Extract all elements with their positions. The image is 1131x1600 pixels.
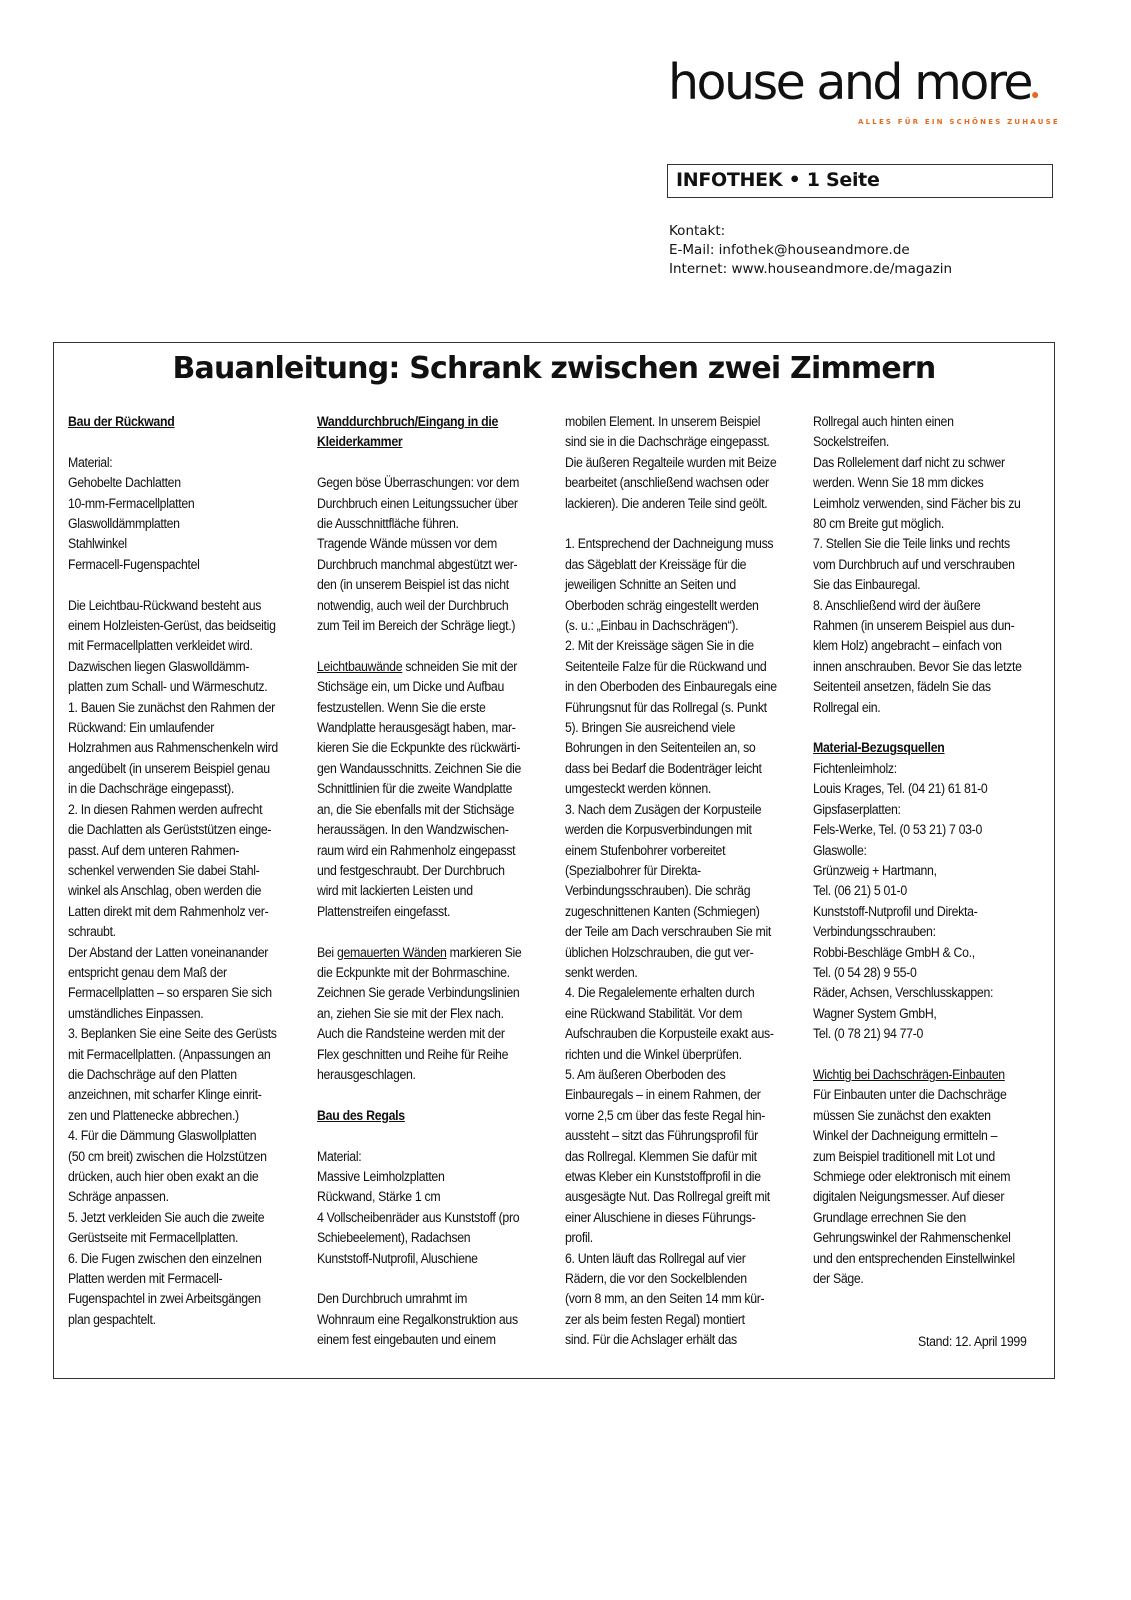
text-line: Einbauregals – in einem Rahmen, der [565, 1087, 761, 1103]
source-line: Grünzweig + Hartmann, [813, 862, 937, 878]
text-line: dass bei Bedarf die Bodenträger leicht [565, 760, 762, 776]
source-line: Wagner System GmbH, [813, 1005, 937, 1021]
material-item: Rückwand, Stärke 1 cm [317, 1189, 441, 1205]
text-line: Dazwischen liegen Glaswolldämm- [68, 658, 250, 674]
text-line [317, 943, 549, 963]
text-line: 8. Anschließend wird der äußere [813, 597, 981, 613]
text-line: (vorn 8 mm, an den Seiten 14 mm kür- [565, 1291, 765, 1307]
text-line: Rahmen (in unserem Beispiel aus dun- [813, 618, 1015, 634]
text-line: Platten werden mit Fermacell- [68, 1271, 223, 1287]
date-stamp: Stand: 12. April 1999 [918, 1334, 1027, 1349]
underlined-term: Leichtbauwände [317, 658, 403, 674]
text-line: einem Stufenbohrer vorbereitet [565, 842, 726, 858]
material-item-block [68, 473, 300, 575]
material-item-block [317, 1167, 549, 1269]
text-line: üblichen Holzschrauben, die gut ver- [565, 944, 754, 960]
text-line: das Rollregal. Klemmen Sie dafür mit [565, 1148, 757, 1164]
material-label: Material: [317, 1148, 362, 1164]
underlined-term: gemauerten Wänden [336, 944, 447, 960]
text-line: 1. Bauen Sie zunächst den Rahmen der [68, 699, 275, 715]
text-line: 5). Bringen Sie ausreichend viele [565, 720, 736, 736]
text-line: die Dachschräge auf den Platten [68, 1066, 237, 1082]
text-line: umständliches Einpassen. [68, 1005, 204, 1021]
text-line: 4. Die Regalelemente erhalten durch [565, 985, 755, 1001]
contact-email[interactable]: E-Mail: infothek@houseandmore.de [669, 242, 910, 258]
text-line: Sockelstreifen. [813, 434, 889, 450]
text-line: jeweiligen Schnitte an Seiten und [565, 577, 736, 593]
article-column-3 [565, 412, 797, 1351]
text-line-block [317, 1289, 549, 1350]
text-line: der Teile am Dach verschrauben Sie mit [565, 924, 771, 940]
heading-line: Kleiderkammer [317, 434, 403, 450]
text-line: Für Einbauten unter die Dachschräge [813, 1087, 1007, 1103]
text-line: mit Fermacellplatten. (Anpassungen an [68, 1046, 271, 1062]
text-line: (s. u.: „Einbau in Dachschrägen“). [565, 618, 739, 634]
material-item: Fermacell-Fugenspachtel [68, 556, 200, 572]
text-line: müssen Sie zunächst den exakten [813, 1107, 991, 1123]
text-line: die Ausschnittfläche führen. [317, 516, 459, 532]
text-line: an, ziehen Sie sie mit der Flex nach. [317, 1005, 504, 1021]
source-line: Fichtenleimholz: [813, 760, 897, 776]
text-line: Auch die Randsteine werden mit der [317, 1026, 505, 1042]
text-line-block [317, 963, 549, 1085]
text-line-block [317, 473, 549, 636]
text-line: Zeichnen Sie gerade Verbindungslinien [317, 985, 520, 1001]
text-line: anzeichnen, mit scharfer Klinge einrit- [68, 1087, 262, 1103]
text-line: profil. [565, 1230, 593, 1246]
text-line: Grundlage errechnen Sie den [813, 1209, 966, 1225]
text-line: Plattenstreifen eingefasst. [317, 903, 451, 919]
text-line: 6. Unten läuft das Rollregal auf vier [565, 1250, 746, 1266]
infothek-box [667, 164, 1053, 198]
text-line: aussteht – sitzt das Führungsprofil für [565, 1128, 758, 1144]
text-line: die Eckpunkte mit der Bohrmaschine. [317, 964, 510, 980]
text-line: Schnittlinien für die zweite Wandplatte [317, 781, 513, 797]
text-line-block [565, 412, 797, 514]
text-line: Rückwand: Ein umlaufender [68, 720, 215, 736]
text-line: und festgeschraubt. Der Durchbruch [317, 862, 505, 878]
source-line: Louis Krages, Tel. (04 21) 61 81-0 [813, 781, 988, 797]
text-line: etwas Kleber ein Kunststoffprofil in die [565, 1169, 761, 1185]
material-item: Glaswolldämmplatten [68, 516, 180, 532]
section-heading-regal: Bau des Regals [317, 1107, 405, 1123]
contact-heading: Kontakt: [669, 223, 726, 239]
text-line: zen und Plattenecke abbrechen.) [68, 1107, 239, 1123]
text-line: sind sie in die Dachschräge eingepasst. [565, 434, 770, 450]
text-line: Aufschrauben die Korpusteile exakt aus- [565, 1026, 774, 1042]
text-line: das Sägeblatt der Kreissäge für die [565, 556, 747, 572]
text-line-block [68, 596, 300, 1331]
text-line: Den Durchbruch umrahmt im [317, 1291, 468, 1307]
text-line: Fugenspachtel in zwei Arbeitsgängen [68, 1291, 261, 1307]
text-line: Schräge anpassen. [68, 1189, 169, 1205]
text-line: notwendig, auch weil der Durchbruch [317, 597, 509, 613]
text-line: Die Leichtbau-Rückwand besteht aus [68, 597, 262, 613]
text-line: Gegen böse Überraschungen: vor dem [317, 475, 520, 491]
text-line: Winkel der Dachneigung ermitteln – [813, 1128, 998, 1144]
text-line: und den entsprechenden Einstellwinkel [813, 1250, 1015, 1266]
text-line: passt. Auf dem unteren Rahmen- [68, 842, 240, 858]
text-line: einer Aluschiene in dieses Führungs- [565, 1209, 756, 1225]
text-line: kieren Sie die Eckpunkte des rückwärti- [317, 740, 521, 756]
material-item: Stahlwinkel [68, 536, 127, 552]
text-line: Wohnraum eine Regalkonstruktion aus [317, 1311, 518, 1327]
text-line: werden. Wenn Sie 18 mm dickes [813, 475, 984, 491]
text-line: klem Holz) angebracht – einfach von [813, 638, 1002, 654]
text-line: herausgeschlagen. [317, 1066, 416, 1082]
text-line: bearbeitet (anschließend wachsen oder [565, 475, 769, 491]
text-line: ausgesägte Nut. Das Rollregal greift mit [565, 1189, 770, 1205]
text-line: 80 cm Breite gut möglich. [813, 516, 944, 532]
text-line: vom Durchbruch auf und verschrauben [813, 556, 1015, 572]
text-line: wird mit lackierten Leisten und [317, 883, 473, 899]
text-line: Sie das Einbauregal. [813, 577, 921, 593]
text-line: entspricht genau dem Maß der [68, 964, 227, 980]
text-line: 6. Die Fugen zwischen den einzelnen [68, 1250, 262, 1266]
logo-dot-icon: ● [1031, 88, 1040, 103]
text-line: sind. Für die Achslager erhält das [565, 1332, 737, 1348]
material-label: Material: [68, 454, 113, 470]
text-line: Bohrungen in den Seitenteilen an, so [565, 740, 756, 756]
article-column-2 [317, 412, 549, 1351]
text-line: zum Teil im Bereich der Schräge liegt.) [317, 618, 516, 634]
text-line: einem Holzleisten-Gerüst, das beidseitig [68, 618, 276, 634]
source-line: Verbindungsschrauben: [813, 924, 936, 940]
text-line: mobilen Element. In unserem Beispiel [565, 414, 761, 429]
material-item: Schiebeelement), Radachsen [317, 1230, 471, 1246]
text-line: Latten direkt mit dem Rahmenholz ver- [68, 903, 269, 919]
source-line: Fels-Werke, Tel. (0 53 21) 7 03-0 [813, 822, 983, 838]
material-item: 10-mm-Fermacellplatten [68, 495, 195, 511]
text-line: der Säge. [813, 1271, 864, 1287]
text-line: Leimholz verwenden, sind Fächer bis zu [813, 495, 1021, 511]
source-line: Räder, Achsen, Verschlusskappen: [813, 985, 994, 1001]
text-line: (50 cm breit) zwischen die Holzstützen [68, 1148, 267, 1164]
text-line: zer als beim festen Regal) montiert [565, 1311, 745, 1327]
text-line: 7. Stellen Sie die Teile links und rechts [813, 536, 1010, 552]
text-line-block [317, 677, 549, 922]
text-line: Tragende Wände müssen vor dem [317, 536, 497, 552]
brand-tagline: ALLES FÜR EIN SCHÖNES ZUHAUSE [858, 118, 1060, 126]
text-line: Rollregal auch hinten einen [813, 414, 954, 429]
text-line: senkt werden. [565, 964, 638, 980]
text-line: Durchbruch einen Leitungssucher über [317, 495, 518, 511]
text-line: Rädern, die vor den Sockelblenden [565, 1271, 747, 1287]
text-line-block [813, 1085, 1045, 1289]
text-line [317, 657, 549, 677]
contact-internet[interactable]: Internet: www.houseandmore.de/magazin [669, 261, 953, 277]
text-line: gen Wandausschnitts. Zeichnen Sie die [317, 760, 522, 776]
text-line: Fermacellplatten – so ersparen Sie sich [68, 985, 272, 1001]
text-line: drücken, auch hier oben exakt an die [68, 1169, 259, 1184]
text-line: umgesteckt werden können. [565, 781, 712, 797]
text-line: die Dachlatten als Gerüststützen einge- [68, 822, 272, 838]
source-line: Kunststoff-Nutprofil und Direkta- [813, 903, 978, 919]
section-heading-rueckwand: Bau der Rückwand [68, 414, 175, 429]
text-line: digitalen Neigungsmesser. Auf dieser [813, 1189, 1005, 1205]
text-line: an, die Sie ebenfalls mit der Stichsäge [317, 801, 514, 817]
contact-block [669, 222, 952, 279]
text-line: 3. Beplanken Sie eine Seite des Gerüsts [68, 1026, 277, 1042]
brand-logo [668, 54, 1063, 111]
text-line: Rollregal ein. [813, 699, 881, 715]
text-line: 2. Mit der Kreissäge sägen Sie in die [565, 638, 754, 654]
text-line: Flex geschnitten und Reihe für Reihe [317, 1046, 509, 1062]
text-line: Schmiege oder elektronisch mit einem [813, 1169, 1011, 1184]
material-item: Kunststoff-Nutprofil, Aluschiene [317, 1250, 478, 1266]
heading-line: Wanddurchbruch/Eingang in die [317, 414, 499, 429]
text-line: Das Rollelement darf nicht zu schwer [813, 454, 1005, 470]
text-line: lackieren). Die anderen Teile sind geölt. [565, 495, 768, 511]
text-line: Verbindungsschrauben). Die schräg [565, 883, 751, 899]
text-line: Durchbruch manchmal abgestützt wer- [317, 556, 518, 572]
text-line: zum Beispiel traditionell mit Lot und [813, 1148, 995, 1164]
text-line: 2. In diesen Rahmen werden aufrecht [68, 801, 263, 817]
text-line: (Spezialbohrer für Direkta- [565, 862, 701, 878]
text-line: schenkel verwenden Sie dabei Stahl- [68, 862, 260, 878]
text-line: plan gespachtelt. [68, 1311, 156, 1327]
text-line: Stichsäge ein, um Dicke und Aufbau [317, 679, 504, 695]
source-line: Robbi-Beschläge GmbH & Co., [813, 944, 975, 960]
text-line: 1. Entsprechend der Dachneigung muss [565, 536, 774, 552]
text-line: eine Rückwand Stabilität. Vor dem [565, 1005, 743, 1021]
text-line: in den Oberboden des Einbauregals eine [565, 679, 777, 695]
text-line: Die äußeren Regalteile wurden mit Beize [565, 454, 777, 470]
material-item: 4 Vollscheibenräder aus Kunststoff (pro [317, 1209, 520, 1225]
text-line: Gehrungswinkel der Rahmenschenkel [813, 1230, 1011, 1246]
text-line: 5. Jetzt verkleiden Sie auch die zweite [68, 1209, 265, 1225]
text-line: heraussägen. In den Wandzwischen- [317, 822, 509, 838]
text-line: Seitenteil ansetzen, fädeln Sie das [813, 679, 991, 695]
text-line: Oberboden schräg eingestellt werden [565, 597, 759, 613]
text-line: werden die Korpusverbindungen mit [565, 822, 752, 838]
text-line: in die Dachschräge eingepasst). [68, 781, 235, 797]
source-line-block [813, 759, 1045, 1045]
text-line: raum wird ein Rahmenholz eingepasst [317, 842, 516, 858]
text-line: Seitenteile Falze für die Rückwand und [565, 658, 767, 674]
text-line: Wandplatte herausgesägt haben, mar- [317, 720, 516, 736]
text-line: 3. Nach dem Zusägen der Korpusteile [565, 801, 762, 817]
text-line: einem fest eingebauten und einem [317, 1332, 496, 1348]
source-line: Glaswolle: [813, 842, 867, 858]
article-column-1 [68, 412, 300, 1330]
source-line: Tel. (0 54 28) 9 55-0 [813, 964, 917, 980]
infothek-label: INFOTHEK • 1 Seite [676, 169, 880, 191]
source-line: Tel. (0 78 21) 94 77-0 [813, 1026, 924, 1042]
section-heading-wanddurchbruch [317, 412, 549, 453]
text-line: Der Abstand der Latten voneinanander [68, 944, 269, 960]
text-line: Führungsnut für das Rollregal (s. Punkt [565, 699, 767, 715]
text-line: mit Fermacellplatten verkleidet wird. [68, 638, 253, 654]
text-fragment: markieren Sie [446, 944, 522, 960]
text-line: innen anschrauben. Bevor Sie das letzte [813, 658, 1022, 674]
text-fragment: Bei [317, 944, 337, 960]
text-line: vorne 2,5 cm über das feste Regal hin- [565, 1107, 766, 1123]
brand-name: house and more [668, 54, 1032, 111]
material-item: Massive Leimholzplatten [317, 1168, 445, 1184]
article-column-4 [813, 412, 1045, 1289]
text-line: festzustellen. Wenn Sie die erste [317, 699, 486, 715]
text-line: zugeschnittenen Kanten (Schmiegen) [565, 903, 760, 919]
text-line: den (in unserem Beispiel ist das nicht [317, 577, 509, 593]
text-line: 5. Am äußeren Oberboden des [565, 1066, 726, 1082]
text-line: angedübelt (in unserem Beispiel genau [68, 760, 270, 776]
text-line: winkel als Anschlag, oben werden die [68, 883, 262, 899]
text-line: Holzrahmen aus Rahmenschenkeln wird [68, 740, 278, 756]
source-line: Gipsfaserplatten: [813, 801, 901, 817]
text-line: 4. Für die Dämmung Glaswollplatten [68, 1128, 257, 1144]
text-line: schraubt. [68, 924, 116, 940]
section-heading-bezugsquellen: Material-Bezugsquellen [813, 740, 945, 756]
text-line: Gerüstseite mit Fermacellplatten. [68, 1230, 239, 1246]
text-line-block [813, 412, 1045, 718]
text-line: platten zum Schall- und Wärmeschutz. [68, 679, 268, 695]
subheading-dachschraegen: Wichtig bei Dachschrägen-Einbauten [813, 1066, 1005, 1082]
text-line: richten und die Winkel überprüfen. [565, 1046, 742, 1062]
article-title: Bauanleitung: Schrank zwischen zwei Zimmern [172, 351, 936, 386]
source-line: Tel. (06 21) 5 01-0 [813, 883, 907, 899]
text-line-block [565, 534, 797, 1350]
material-item: Gehobelte Dachlatten [68, 475, 181, 491]
text-fragment: schneiden Sie mit der [402, 658, 518, 674]
